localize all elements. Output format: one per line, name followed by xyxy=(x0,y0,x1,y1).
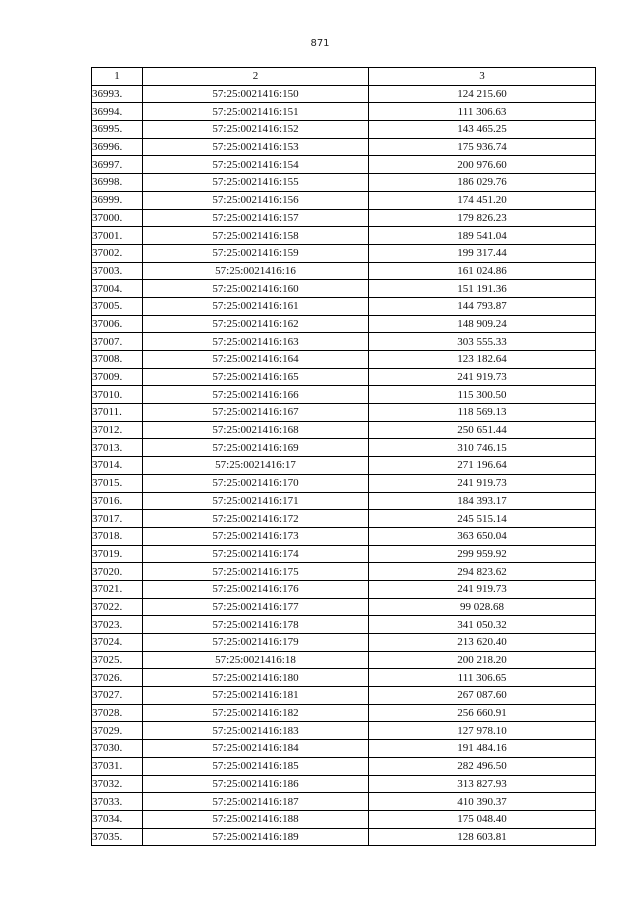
cadastral-number: 57:25:0021416:171 xyxy=(143,492,369,510)
cadastral-number: 57:25:0021416:18 xyxy=(143,651,369,669)
cadastral-number: 57:25:0021416:154 xyxy=(143,156,369,174)
cadastral-value: 151 191.36 xyxy=(369,280,596,298)
cadastral-value: 410 390.37 xyxy=(369,793,596,811)
cadastral-number: 57:25:0021416:189 xyxy=(143,828,369,846)
row-number: 37010. xyxy=(92,386,143,404)
table-row xyxy=(92,775,596,793)
cadastral-number: 57:25:0021416:162 xyxy=(143,315,369,333)
table-row xyxy=(92,580,596,598)
cadastral-value: 199 317.44 xyxy=(369,244,596,262)
row-number: 37019. xyxy=(92,545,143,563)
cadastral-value: 111 306.65 xyxy=(369,669,596,687)
cadastral-value: 200 218.20 xyxy=(369,651,596,669)
table-row xyxy=(92,492,596,510)
table-row xyxy=(92,669,596,687)
row-number: 36996. xyxy=(92,138,143,156)
cadastral-value: 111 306.63 xyxy=(369,103,596,121)
cadastral-value: 267 087.60 xyxy=(369,687,596,705)
row-number: 37033. xyxy=(92,793,143,811)
cadastral-value: 186 029.76 xyxy=(369,174,596,192)
cadastral-value: 200 976.60 xyxy=(369,156,596,174)
cadastral-value: 115 300.50 xyxy=(369,386,596,404)
cadastral-number: 57:25:0021416:169 xyxy=(143,439,369,457)
cadastral-value: 161 024.86 xyxy=(369,262,596,280)
row-number: 36993. xyxy=(92,85,143,103)
row-number: 37003. xyxy=(92,262,143,280)
registry-table xyxy=(91,67,596,846)
table-row xyxy=(92,191,596,209)
cadastral-value: 123 182.64 xyxy=(369,351,596,369)
cadastral-number: 57:25:0021416:158 xyxy=(143,227,369,245)
cadastral-value: 175 048.40 xyxy=(369,810,596,828)
table-row xyxy=(92,457,596,475)
table-row xyxy=(92,421,596,439)
cadastral-number: 57:25:0021416:178 xyxy=(143,616,369,634)
row-number: 37020. xyxy=(92,563,143,581)
row-number: 37027. xyxy=(92,687,143,705)
cadastral-number: 57:25:0021416:185 xyxy=(143,757,369,775)
row-number: 37015. xyxy=(92,474,143,492)
cadastral-number: 57:25:0021416:168 xyxy=(143,421,369,439)
cadastral-number: 57:25:0021416:161 xyxy=(143,297,369,315)
cadastral-value: 241 919.73 xyxy=(369,580,596,598)
row-number: 37032. xyxy=(92,775,143,793)
cadastral-number: 57:25:0021416:166 xyxy=(143,386,369,404)
row-number: 37026. xyxy=(92,669,143,687)
table-row xyxy=(92,209,596,227)
cadastral-number: 57:25:0021416:157 xyxy=(143,209,369,227)
cadastral-value: 99 028.68 xyxy=(369,598,596,616)
row-number: 37000. xyxy=(92,209,143,227)
row-number: 37006. xyxy=(92,315,143,333)
cadastral-number: 57:25:0021416:156 xyxy=(143,191,369,209)
row-number: 36994. xyxy=(92,103,143,121)
table-row xyxy=(92,810,596,828)
row-number: 36998. xyxy=(92,174,143,192)
cadastral-value: 310 746.15 xyxy=(369,439,596,457)
table-row xyxy=(92,687,596,705)
cadastral-number: 57:25:0021416:172 xyxy=(143,510,369,528)
cadastral-value: 184 393.17 xyxy=(369,492,596,510)
table-row xyxy=(92,368,596,386)
table-row xyxy=(92,616,596,634)
table-header xyxy=(92,68,596,86)
cadastral-value: 179 826.23 xyxy=(369,209,596,227)
cadastral-value: 299 959.92 xyxy=(369,545,596,563)
cadastral-value: 250 651.44 xyxy=(369,421,596,439)
row-number: 37005. xyxy=(92,297,143,315)
row-number: 37024. xyxy=(92,634,143,652)
cadastral-value: 241 919.73 xyxy=(369,474,596,492)
cadastral-number: 57:25:0021416:150 xyxy=(143,85,369,103)
row-number: 37009. xyxy=(92,368,143,386)
table-row xyxy=(92,121,596,139)
cadastral-value: 294 823.62 xyxy=(369,563,596,581)
header-row xyxy=(92,68,596,86)
row-number: 37034. xyxy=(92,810,143,828)
cadastral-value: 148 909.24 xyxy=(369,315,596,333)
cadastral-value: 189 541.04 xyxy=(369,227,596,245)
cadastral-value: 174 451.20 xyxy=(369,191,596,209)
cadastral-number: 57:25:0021416:179 xyxy=(143,634,369,652)
cadastral-number: 57:25:0021416:183 xyxy=(143,722,369,740)
cadastral-value: 256 660.91 xyxy=(369,704,596,722)
row-number: 37018. xyxy=(92,527,143,545)
cadastral-number: 57:25:0021416:163 xyxy=(143,333,369,351)
cadastral-number: 57:25:0021416:186 xyxy=(143,775,369,793)
table-row xyxy=(92,651,596,669)
table-row xyxy=(92,156,596,174)
table-row xyxy=(92,244,596,262)
table-row xyxy=(92,828,596,846)
table-row xyxy=(92,404,596,422)
cadastral-number: 57:25:0021416:180 xyxy=(143,669,369,687)
cadastral-number: 57:25:0021416:174 xyxy=(143,545,369,563)
cadastral-value: 118 569.13 xyxy=(369,404,596,422)
row-number: 37025. xyxy=(92,651,143,669)
row-number: 37029. xyxy=(92,722,143,740)
cadastral-value: 341 050.32 xyxy=(369,616,596,634)
table-row xyxy=(92,386,596,404)
cadastral-number: 57:25:0021416:155 xyxy=(143,174,369,192)
cadastral-value: 124 215.60 xyxy=(369,85,596,103)
cadastral-number: 57:25:0021416:187 xyxy=(143,793,369,811)
table-row xyxy=(92,527,596,545)
table-row xyxy=(92,85,596,103)
row-number: 37030. xyxy=(92,740,143,758)
cadastral-value: 303 555.33 xyxy=(369,333,596,351)
cadastral-number: 57:25:0021416:167 xyxy=(143,404,369,422)
cadastral-number: 57:25:0021416:159 xyxy=(143,244,369,262)
table-row xyxy=(92,474,596,492)
row-number: 37021. xyxy=(92,580,143,598)
cadastral-value: 213 620.40 xyxy=(369,634,596,652)
row-number: 37007. xyxy=(92,333,143,351)
column-header-3: 3 xyxy=(369,68,596,86)
row-number: 37011. xyxy=(92,404,143,422)
table-row xyxy=(92,793,596,811)
row-number: 36995. xyxy=(92,121,143,139)
table-row xyxy=(92,262,596,280)
table-row xyxy=(92,757,596,775)
cadastral-number: 57:25:0021416:160 xyxy=(143,280,369,298)
cadastral-value: 127 978.10 xyxy=(369,722,596,740)
cadastral-number: 57:25:0021416:17 xyxy=(143,457,369,475)
column-header-2: 2 xyxy=(143,68,369,86)
cadastral-number: 57:25:0021416:173 xyxy=(143,527,369,545)
cadastral-value: 241 919.73 xyxy=(369,368,596,386)
row-number: 37028. xyxy=(92,704,143,722)
cadastral-number: 57:25:0021416:16 xyxy=(143,262,369,280)
cadastral-number: 57:25:0021416:151 xyxy=(143,103,369,121)
table-row xyxy=(92,722,596,740)
cadastral-number: 57:25:0021416:164 xyxy=(143,351,369,369)
cadastral-number: 57:25:0021416:176 xyxy=(143,580,369,598)
table-row xyxy=(92,315,596,333)
table-body xyxy=(92,85,596,846)
table-row xyxy=(92,174,596,192)
table-row xyxy=(92,510,596,528)
cadastral-value: 313 827.93 xyxy=(369,775,596,793)
row-number: 37008. xyxy=(92,351,143,369)
row-number: 37014. xyxy=(92,457,143,475)
page-number: 871 xyxy=(310,38,330,49)
cadastral-number: 57:25:0021416:153 xyxy=(143,138,369,156)
cadastral-number: 57:25:0021416:177 xyxy=(143,598,369,616)
cadastral-value: 191 484.16 xyxy=(369,740,596,758)
row-number: 37017. xyxy=(92,510,143,528)
cadastral-number: 57:25:0021416:188 xyxy=(143,810,369,828)
cadastral-value: 245 515.14 xyxy=(369,510,596,528)
table-row xyxy=(92,103,596,121)
cadastral-value: 271 196.64 xyxy=(369,457,596,475)
row-number: 37013. xyxy=(92,439,143,457)
table-row xyxy=(92,351,596,369)
row-number: 37012. xyxy=(92,421,143,439)
cadastral-value: 282 496.50 xyxy=(369,757,596,775)
table-row xyxy=(92,563,596,581)
cadastral-number: 57:25:0021416:165 xyxy=(143,368,369,386)
row-number: 37016. xyxy=(92,492,143,510)
cadastral-value: 144 793.87 xyxy=(369,297,596,315)
cadastral-number: 57:25:0021416:184 xyxy=(143,740,369,758)
cadastral-value: 143 465.25 xyxy=(369,121,596,139)
row-number: 37031. xyxy=(92,757,143,775)
row-number: 37004. xyxy=(92,280,143,298)
table-row xyxy=(92,740,596,758)
cadastral-value: 128 603.81 xyxy=(369,828,596,846)
cadastral-value: 363 650.04 xyxy=(369,527,596,545)
cadastral-number: 57:25:0021416:181 xyxy=(143,687,369,705)
row-number: 37001. xyxy=(92,227,143,245)
table-row xyxy=(92,545,596,563)
table-row xyxy=(92,333,596,351)
row-number: 36999. xyxy=(92,191,143,209)
table-row xyxy=(92,704,596,722)
cadastral-number: 57:25:0021416:182 xyxy=(143,704,369,722)
table-row xyxy=(92,439,596,457)
table-row xyxy=(92,138,596,156)
cadastral-number: 57:25:0021416:152 xyxy=(143,121,369,139)
table-row xyxy=(92,297,596,315)
cadastral-value: 175 936.74 xyxy=(369,138,596,156)
cadastral-number: 57:25:0021416:175 xyxy=(143,563,369,581)
row-number: 37035. xyxy=(92,828,143,846)
row-number: 36997. xyxy=(92,156,143,174)
table-row xyxy=(92,634,596,652)
row-number: 37002. xyxy=(92,244,143,262)
row-number: 37023. xyxy=(92,616,143,634)
table-row xyxy=(92,280,596,298)
column-header-1: 1 xyxy=(92,68,143,86)
row-number: 37022. xyxy=(92,598,143,616)
cadastral-number: 57:25:0021416:170 xyxy=(143,474,369,492)
table-row xyxy=(92,598,596,616)
table-row xyxy=(92,227,596,245)
